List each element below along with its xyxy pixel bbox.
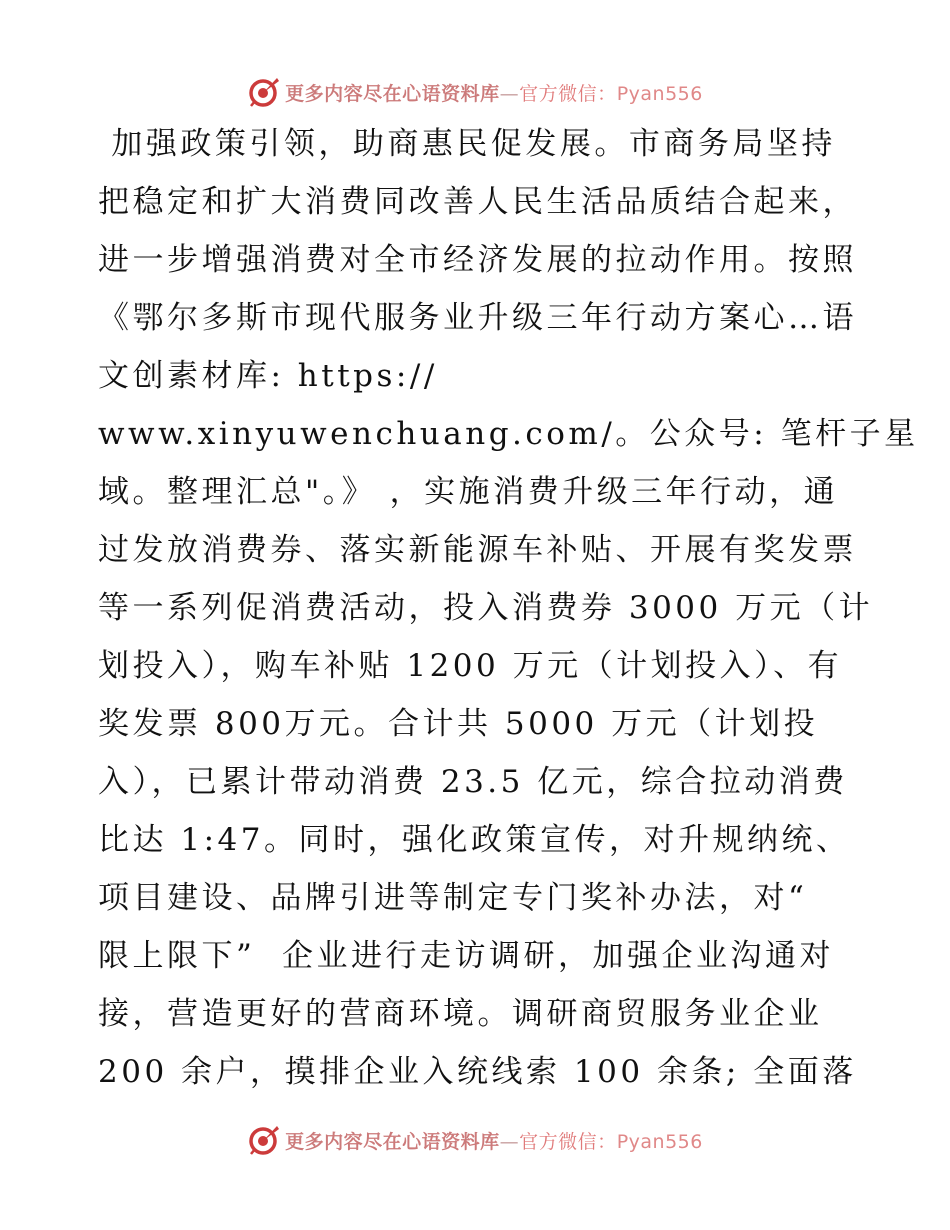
- body-line: 限上限下” 企业进行走访调研，加强企业沟通对: [98, 938, 835, 974]
- body-line: 文创素材库: https://: [98, 358, 438, 394]
- footer-banner-text: [285, 1127, 703, 1154]
- header-separator: —: [499, 82, 520, 105]
- pen-logo-icon: [247, 1123, 281, 1157]
- document-body: [98, 115, 919, 1101]
- header-watermark-banner: [0, 72, 950, 112]
- footer-wechat-id: Pyan556: [616, 1130, 703, 1153]
- footer-site-text: 更多内容尽在心语资料库: [285, 1130, 500, 1153]
- body-line: 进一步增强消费对全市经济发展的拉动作用。按照: [98, 242, 857, 278]
- body-line: 过发放消费券、落实新能源车补贴、开展有奖发票: [98, 532, 857, 568]
- header-site-text: 更多内容尽在心语资料库: [285, 82, 500, 105]
- body-line: 200 余户，摸排企业入统线索 100 余条; 全面落: [98, 1054, 857, 1090]
- pen-logo-icon: [247, 75, 281, 109]
- body-line: 域。整理汇总"。》 ，实施消费升级三年行动，通: [98, 474, 839, 510]
- body-line: 划投入），购车补贴 1200 万元（计划投入）、有: [98, 648, 843, 684]
- header-banner-text: [285, 79, 703, 106]
- body-line: 入），已累计带动消费 23.5 亿元，综合拉动消费: [98, 764, 848, 800]
- footer-watermark-banner: [0, 1120, 950, 1160]
- body-line: 接，营造更好的营商环境。调研商贸服务业企业: [98, 996, 823, 1032]
- body-line: 项目建设、品牌引进等制定专门奖补办法，对“: [98, 880, 808, 916]
- body-line: 把稳定和扩大消费同改善人民生活品质结合起来，: [98, 184, 857, 220]
- body-line: 加强政策引领，助商惠民促发展。市商务局坚持: [98, 126, 836, 162]
- header-wechat-label: 官方微信：: [519, 82, 617, 105]
- body-line: 等一系列促消费活动，投入消费券 3000 万元（计: [98, 590, 874, 626]
- body-line: 《鄂尔多斯市现代服务业升级三年行动方案心…语: [98, 300, 857, 336]
- body-line: 奖发票 800万元。合计共 5000 万元（计划投: [98, 706, 819, 742]
- footer-wechat-label: 官方微信：: [519, 1130, 617, 1153]
- header-wechat-id: Pyan556: [616, 82, 703, 105]
- body-line: 比达 1:47。同时，强化政策宣传，对升规纳统、: [98, 822, 851, 858]
- footer-separator: —: [499, 1130, 520, 1153]
- body-line: www.xinyuwenchuang.com/。公众号: 笔杆子星: [98, 416, 919, 452]
